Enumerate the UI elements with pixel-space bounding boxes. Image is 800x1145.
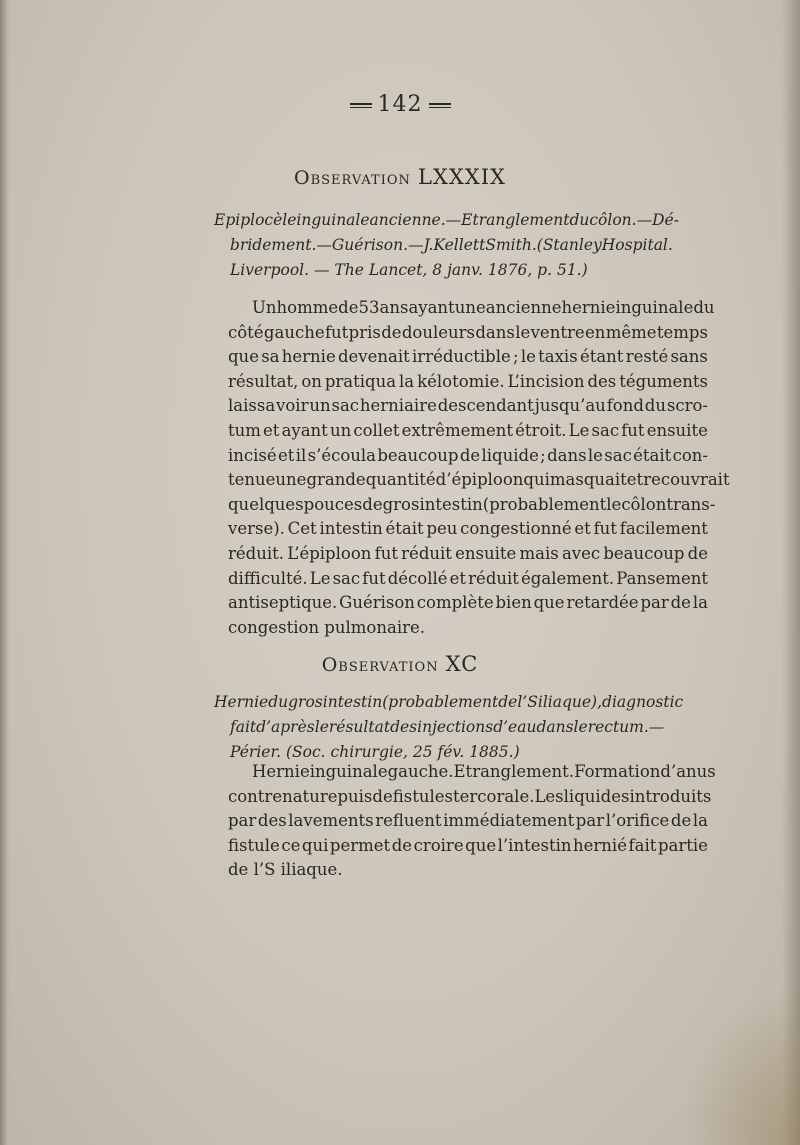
observation-89-body-line-7: incisé et il s’écoula beaucoup de liquide ; dans le sac était con- [228,445,708,465]
observation-89-body-line-9: quelques pouces de gros intestin (probablement le côlon trans- [228,494,716,514]
observation-89-body-line-13: antiseptique. Guérison complète bien que retardée par de la [228,593,708,613]
observation-90-body-line-1: Hernie inguinale gauche. Etranglement. Formation d’anus [252,762,716,781]
observation-89-body-line-2: côté gauche fut pris de douleurs dans le ventre en même temps [228,322,708,342]
page-number-dash-left [350,103,372,108]
observation-89-body-line-8: tenue une grande quantité d’épiploon qui masquait et recouvrait [228,470,730,490]
observation-89-body-line-5: laissa voir un sac herniaire descendant jusqu’au fond du scro- [228,396,708,416]
observation-89-title-word: Observation [294,167,411,189]
observation-90-header-line-1: Herniedugrosintestin(probablementdel’Siliaque),diagnostic [214,693,684,711]
page-number [0,92,800,117]
page-stain [680,985,800,1145]
observation-89-title-number: LXXXIX [417,165,506,189]
observation-89-body-line-12: difficulté. Le sac fut décollé et réduit également. Pansement [228,568,708,588]
observation-89-body-line-4: résultat, on pratiqua la kélotomie. L’incision des téguments [228,371,708,391]
observation-89-body-line-1: Un homme de 53 ans ayant une ancienne hernie inguinale du [252,298,715,317]
observation-90-body [228,760,716,883]
page-number-dash-right [429,103,451,108]
observation-89-body-line-3: que sa hernie devenait irréductible ; le taxis étant resté sans [228,347,708,367]
observation-90-body-line-5: de l’S iliaque. [228,860,343,880]
observation-89-header-line-2: bridement.—Guérison.—J.KellettSmith.(StanleyHospital. [230,236,673,254]
page-number-value: 142 [377,92,423,117]
observation-90-body-line-3: par des lavements refluent immédiatement par l’orifice de la [228,811,708,831]
observation-89-body-line-6: tum et ayant un collet extrêmement étroit. Le sac fut ensuite [228,420,708,440]
observation-89-header [214,208,714,283]
observation-90-body-line-4: fistule ce qui permet de croire que l’intestin hernié fait partie [228,835,708,855]
observation-89-header-line-3: Liverpool. — The Lancet, 8 janv. 1876, p. 51.) [230,261,588,279]
observation-89-body [228,296,730,640]
observation-89-title [0,165,800,189]
observation-89-body-line-10: verse). Cet intestin était peu congestionné et fut facilement [228,519,708,539]
observation-90-title-word: Observation [321,654,439,676]
observation-89-body-line-14: congestion pulmonaire. [228,617,425,637]
observation-90-header [214,690,714,765]
observation-89-body-line-11: réduit. L’épiploon fut réduit ensuite mais avec beaucoup de [228,543,708,563]
observation-90-header-line-2: faitd’aprèslerésultatdesinjectionsd’eaudanslerectum.— [230,718,665,736]
observation-90-body-line-2: contre nature puis de fistule stercorale. Les liquides introduits [228,786,712,806]
observation-90-header-line-3: Périer. (Soc. chirurgie, 25 fév. 1885.) [230,743,520,761]
observation-90-title [0,652,800,676]
observation-89-header-line-1: Epiplocèleinguinaleancienne.—Etranglementducôlon.—Dé- [214,211,679,229]
observation-90-title-number: XC [445,652,479,676]
